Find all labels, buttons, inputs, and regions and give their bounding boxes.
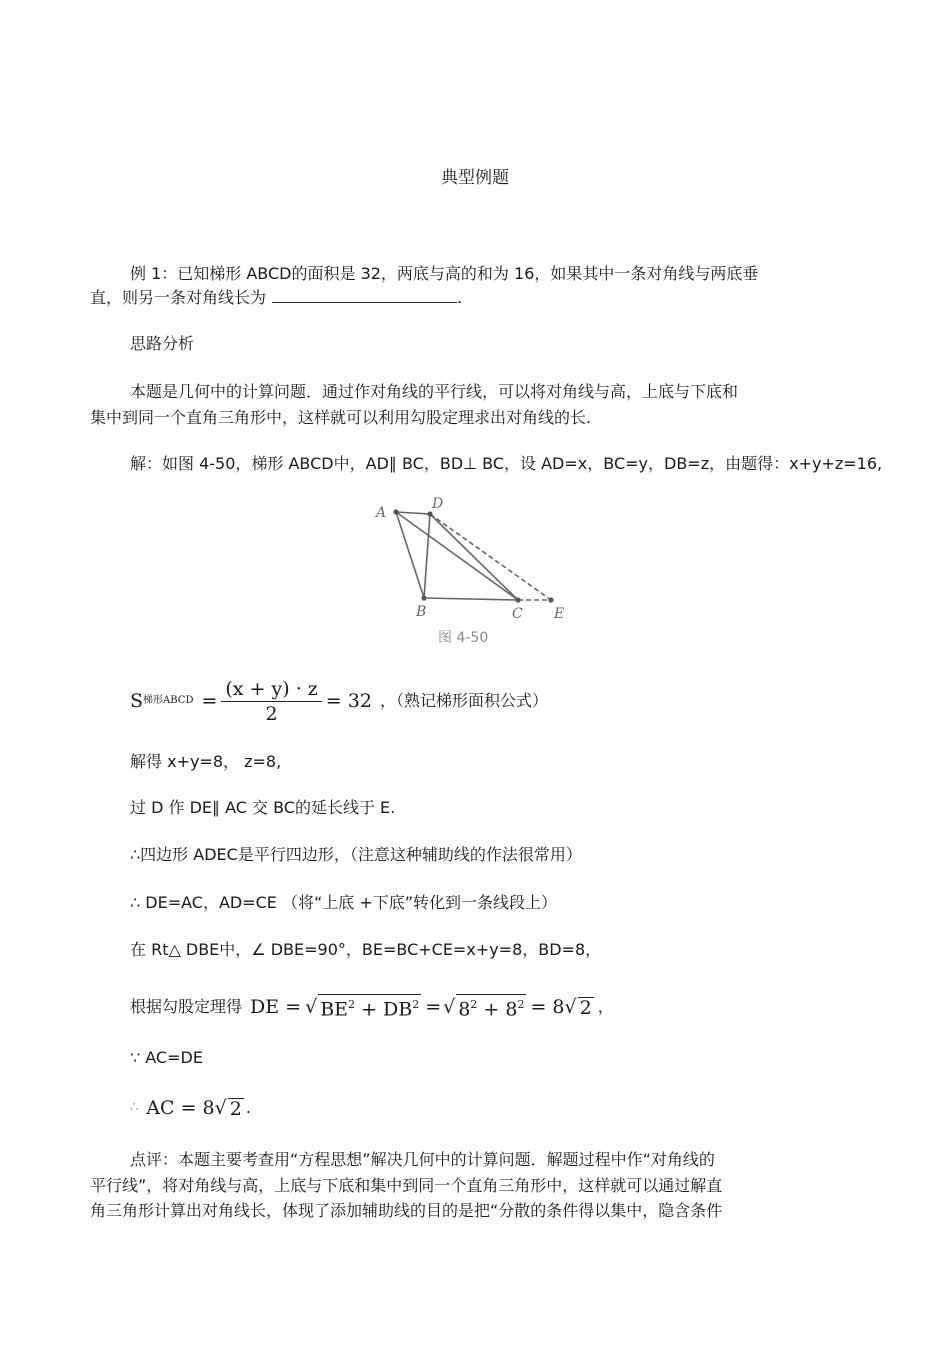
page-title: 典型例题 [441, 168, 509, 188]
point-E [548, 597, 553, 602]
comment-line-2: 平行线”，将对角线与高，上底与下底和集中到同一个直角三角形中，这样就可以通过解直 [90, 1176, 723, 1195]
point-B [421, 595, 426, 600]
solution-step-3: ∴四边形 ADEC是平行四边形，（注意这种辅助线的作法很常用） [130, 845, 582, 864]
pythagoras-line: 根据勾股定理得 DE = √ $BE^2 + DB^2$ = √ $8^2 + 8^2$ = 8 √ 2 ， [130, 996, 614, 1021]
label-D: D [432, 496, 444, 512]
analysis-heading: 思路分析 [130, 334, 195, 353]
segment-DB [424, 514, 430, 598]
solution-step-7: ∵ AC=DE [130, 1048, 203, 1067]
label-A: A [376, 505, 387, 521]
point-A [393, 509, 398, 514]
solution-step-8: ∴ AC = 8 √ 2 . [130, 1097, 251, 1120]
point-D [427, 511, 432, 516]
label-B: B [416, 604, 427, 620]
segment-DC [430, 514, 518, 600]
label-E: E [554, 606, 565, 622]
segment-BC [424, 598, 518, 600]
trapezoid-figure [368, 492, 578, 652]
segment-AB [396, 512, 424, 598]
analysis-line-2: 集中到同一个直角三角形中，这样就可以利用勾股定理求出对角线的长. [90, 408, 592, 427]
label-C: C [512, 606, 523, 622]
answer-blank [272, 288, 457, 303]
analysis-line-1: 本题是几何中的计算问题．通过作对角线的平行线，可以将对角线与高，上底与下底和 [130, 382, 739, 401]
solution-step-4: ∴ DE=AC，AD=CE （将“上底 +下底”转化到一条线段上） [130, 893, 558, 912]
comment-line-1: 点评：本题主要考查用“方程思想”解决几何中的计算问题．解题过程中作“对角线的 [130, 1150, 715, 1169]
example-line-2: 直，则另一条对角线长为 . [90, 288, 463, 307]
example-line-2-text: 直，则另一条对角线长为 [90, 288, 267, 307]
segment-AD [396, 512, 430, 514]
area-formula: S 梯形ABCD = $\frac{(x + y) \cdot z}{2}$ = 32 ，（熟记梯形面积公式） [130, 677, 548, 725]
solution-step-2: 过 D 作 DE∥ AC 交 BC的延长线于 E. [130, 798, 396, 817]
point-C [515, 597, 520, 602]
solution-step-5: 在 Rt△ DBE中，∠ DBE=90°，BE=BC+CE=x+y=8，BD=8， [130, 940, 602, 959]
figure-caption: 图 4-50 [438, 630, 489, 646]
comment-line-3: 角三角形计算出对角线长，体现了添加辅助线的目的是把“分散的条件得以集中，隐含条件 [90, 1201, 723, 1220]
solution-line-1: 解：如图 4-50，梯形 ABCD中，AD∥ BC，BD⊥ BC，设 AD=x，BC=y，DB=z，由题得：x+y+z=16, [130, 454, 883, 473]
segment-AC [396, 512, 518, 600]
segment-DE [430, 514, 551, 600]
area-fraction: $\frac{(x + y) \cdot z}{2}$ [221, 679, 321, 724]
solution-step-1: 解得 x+y=8， z=8, [130, 752, 282, 771]
example-line-1: 例 1：已知梯形 ABCD的面积是 32，两底与高的和为 16，如果其中一条对角线与两底垂 [130, 264, 759, 283]
